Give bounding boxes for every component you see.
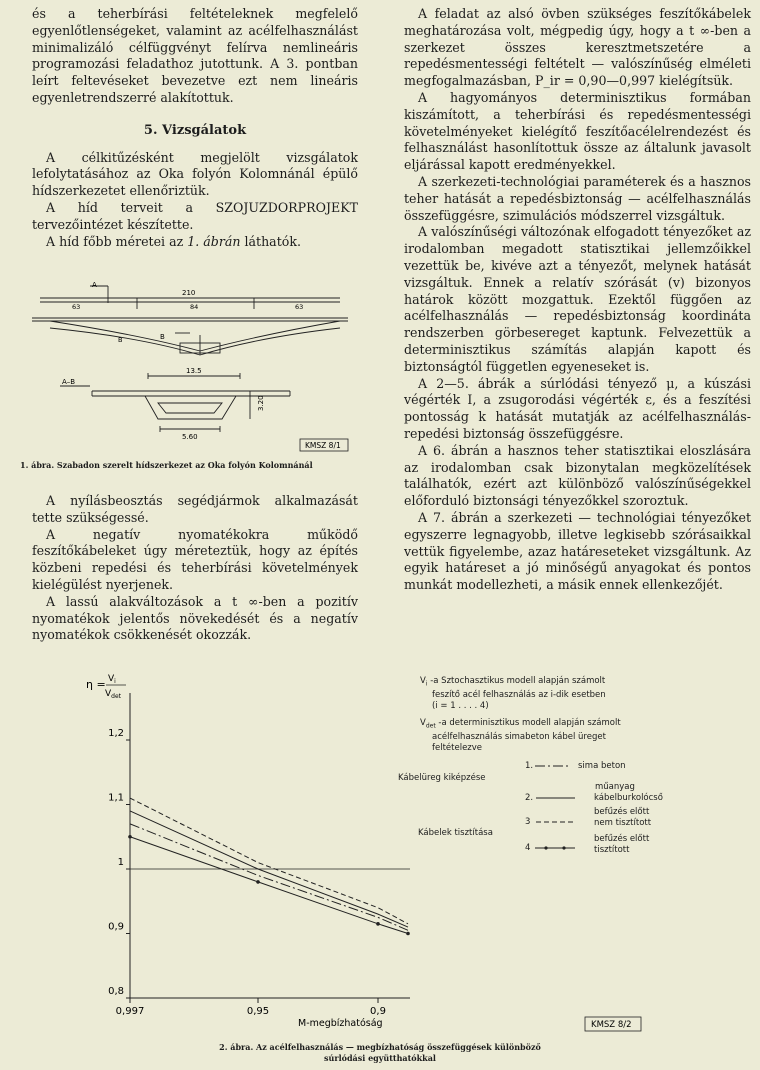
legend-item-1-text: sima beton bbox=[578, 761, 626, 771]
chart-series bbox=[128, 798, 410, 935]
y-axis-num: $V_i$ bbox=[108, 674, 116, 685]
left-lower-column bbox=[32, 493, 358, 644]
figure2-stamp: KMSZ 8/2 bbox=[591, 1020, 632, 1030]
legend-item-4-num: 4 bbox=[525, 843, 531, 853]
legend-group-1: Kábelüreg kiképzése bbox=[398, 773, 486, 783]
x-axis-label: M-megbízhatóság bbox=[298, 1018, 383, 1029]
series-line-3 bbox=[130, 798, 408, 924]
legend-vi-line3: (i = 1 . . . . 4) bbox=[432, 700, 489, 711]
legend-item-3-num: 3 bbox=[525, 817, 531, 827]
legend-vdet-line1: $V_{det}$ -a determinisztikus modell alapján számolt bbox=[420, 718, 621, 730]
right-column bbox=[404, 6, 751, 594]
legend-item-4-text-b: tisztított bbox=[594, 845, 630, 855]
figure1-stamp: KMSZ 8/1 bbox=[305, 441, 341, 450]
dim-left: 63 bbox=[72, 303, 81, 311]
left-paragraph-3: A híd terveit a SZOJUZDORPROJEKT tervezőintézet készítette. bbox=[32, 199, 358, 232]
section-label: A–B bbox=[62, 378, 76, 386]
label-b: B bbox=[160, 333, 165, 341]
left-paragraph-4 bbox=[32, 234, 358, 251]
right-paragraph-7: A 7. ábrán a szerkezeti — technológiai tényezőket egyszerre legnagyobb, illetve legkisebb szórásaikkal vettük figyelembe, azaz határeseteket vizsgáltunk. Az egyik határeset a jó minőségű anyagokat és pontos munkát modellezheti, a másik ennek ellenkezőjét. bbox=[404, 509, 751, 593]
legend-vi-line1: $V_i$ -a Sztochasztikus modell alapján számolt bbox=[420, 676, 606, 688]
width-top: 13.5 bbox=[186, 367, 202, 375]
series-line-1 bbox=[130, 824, 408, 930]
right-paragraph-5: A 2—5. ábrák a súrlódási tényező μ, a kúszási végérték I, a zsugorodási végérték ε, és a feszítési pontosság k hatását mutatják az acélfelhasználás-repedési biztonság összefüggésre. bbox=[404, 375, 751, 441]
right-paragraph-4: A valószínűségi változónak elfogadott tényezőket az irodalomban megadott statisztikai jellemzőikkel vezettük be, kivéve azt a tényezőt, melynek hatását vizsgáltuk. Ennek a relatív szórását (v) bizonyos határok között mozgattuk. Ezektől függően az acélfelhasználás — repedésbiztonság koordináta rendszerben görbesereget kaptunk. Felvezettük a determinisztikus számítás alapján kapott és biztonságtól független egyeneseket is. bbox=[404, 224, 751, 374]
dim-mid: 84 bbox=[190, 303, 199, 311]
left-paragraph-2: A célkitűzésként megjelölt vizsgálatok lefolytatásához az Oka folyón Kolomnánál épülő hídszerkezetet ellenőriztük. bbox=[32, 149, 358, 199]
legend-item-4-text-a: befűzés előtt bbox=[594, 834, 650, 844]
legend-item-2-text-a: műanyag bbox=[595, 782, 635, 792]
label-b-small: B bbox=[118, 336, 123, 344]
figure-ref: 1. ábrán bbox=[187, 233, 241, 249]
figure-2-caption bbox=[200, 1042, 560, 1064]
y-tick-label: 1 bbox=[117, 857, 124, 868]
series-4-point bbox=[406, 932, 410, 936]
figure-1-bridge-drawing bbox=[10, 273, 355, 453]
caption-2-line2: súrlódási együtthatókkal bbox=[324, 1053, 436, 1063]
caption-2-line1: 2. ábra. Az acélfelhasználás — megbízhatóság összefüggések különböző bbox=[219, 1042, 541, 1052]
legend-item-3-text-b: nem tisztított bbox=[594, 818, 652, 828]
section-title: 5. Vizsgálatok bbox=[143, 122, 247, 138]
y-tick-label: 1,2 bbox=[108, 728, 124, 739]
legend-item-2-num: 2. bbox=[525, 793, 534, 803]
legend-vdet-line2: acélfelhasználás simabeton kábel üreget bbox=[432, 731, 606, 742]
dim-right: 63 bbox=[295, 303, 304, 311]
series-4-point bbox=[128, 835, 132, 839]
left-paragraph-5: A nyílásbeosztás segédjármok alkalmazását tette szükségessé. bbox=[32, 493, 358, 525]
series-4-point bbox=[256, 880, 260, 884]
y-tick-label: 0,8 bbox=[108, 986, 124, 997]
right-paragraph-1: A feladat az alsó övben szükséges feszítőkábelek meghatározása volt, mégpedig úgy, hogy a t ∞-ben a szerkezet összes keresztmetszetére a repedésmentességi feltételt — valószínűség elméleti megfogalmazásban, P_ir = 0,90—0,997 kielégítsük. bbox=[404, 6, 751, 89]
y-tick-label: 1,1 bbox=[108, 792, 124, 804]
right-paragraph-3: A szerkezeti-technológiai paraméterek és a hasznos teher hatását a repedésbiztonság — acélfelhasználás összefüggésre, szimulációs módszerrel vizsgáltuk. bbox=[404, 173, 751, 223]
caption-1-number: 1. ábra. bbox=[20, 460, 55, 470]
left-paragraph-1: és a teherbírási feltételeknek megfelelő egyenlőtlenségeket, valamint az acélfelhasználást minimalizáló célfüggvényt felírva nemlineáris programozási feladathoz jutottunk. A 3. pontban leírt feltevéseket bevezetve ezt nem lineáris egyenletrendszerré alakítottuk. bbox=[32, 6, 358, 105]
right-paragraph-2: A hagyományos determinisztikus formában kiszámított, a teherbírási és repedésmentességi követelményeket kielégítő feszítőacélelrendezést és felhasználást hasonlítottuk össze az általunk javasolt eljárással kapott eredményekkel. bbox=[404, 89, 751, 173]
legend-vdet bbox=[420, 718, 665, 754]
left-column bbox=[32, 6, 358, 250]
caption-1-text: Szabadon szerelt hídszerkezet az Oka folyón Kolomnánál bbox=[54, 460, 313, 470]
y-tick-label: 0,9 bbox=[108, 921, 124, 933]
bridge-cross-section bbox=[60, 373, 290, 432]
y-axis-den: $V_{det}$ bbox=[105, 689, 122, 700]
legend-vi bbox=[420, 676, 665, 712]
right-paragraph-6: A 6. ábrán a hasznos teher statisztikai eloszlására az irodalomban csak bizonytalan megközelítések találhatók, ezért azt különböző valószínűségekkel előforduló biztonsági tényezőkkel szoroztuk. bbox=[404, 442, 751, 509]
legend-item-3-text-a: befűzés előtt bbox=[594, 807, 650, 817]
x-tick-label: 0,95 bbox=[246, 1006, 270, 1017]
figure-1-caption bbox=[20, 460, 313, 470]
series-line-4 bbox=[130, 837, 408, 934]
p4-post: láthatók. bbox=[240, 233, 301, 249]
series-4-point bbox=[376, 922, 380, 926]
legend-item-1-num: 1. bbox=[525, 761, 534, 771]
height-dim: 3.20 bbox=[257, 395, 265, 411]
legend-item-2-text-b: kábelburkolócső bbox=[594, 793, 663, 803]
x-tick-label: 0,997 bbox=[115, 1006, 145, 1017]
width-bottom: 5.60 bbox=[182, 433, 198, 441]
label-a: A bbox=[92, 281, 97, 289]
legend-group-2: Kábelek tisztítása bbox=[418, 828, 493, 838]
y-ticks bbox=[108, 728, 130, 998]
x-tick-label: 0,9 bbox=[370, 1006, 386, 1017]
left-paragraph-6: A negatív nyomatékokra működő feszítőkábeleket úgy méreteztük, hogy az építés közbeni repedési és teherbírási követelmények kielégülést nyerjenek. bbox=[32, 526, 358, 592]
y-axis-eta: η = bbox=[86, 678, 106, 691]
left-paragraph-7: A lassú alakváltozások a t ∞-ben a pozitív nyomatékok jelentős növekedését és a negatív nyomatékok csökkenését okozzák. bbox=[32, 593, 358, 643]
chart-axes bbox=[130, 693, 410, 998]
legend-lines bbox=[535, 766, 575, 848]
x-ticks bbox=[116, 998, 386, 1017]
legend-vi-line2: feszítő acél felhasználás az i-dik esetben bbox=[432, 689, 606, 700]
p4-pre: A híd főbb méretei az bbox=[46, 233, 188, 249]
dim-total: 210 bbox=[182, 289, 196, 297]
legend-vdet-line3: feltételezve bbox=[432, 742, 483, 753]
